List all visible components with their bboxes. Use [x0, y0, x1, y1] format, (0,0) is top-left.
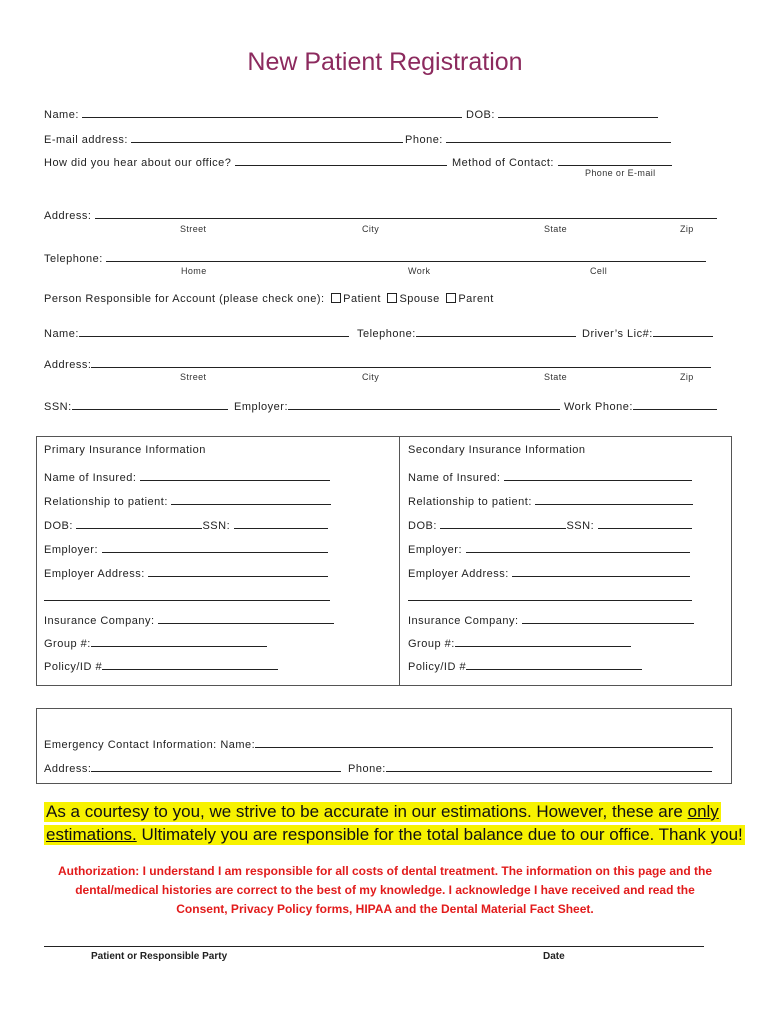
- patient-dob-field[interactable]: [498, 106, 658, 118]
- address-street-caption: Street: [180, 224, 207, 234]
- page-title: New Patient Registration: [247, 48, 523, 76]
- secondary-employer-address-row: [408, 565, 690, 580]
- responsible-address-field[interactable]: [91, 356, 711, 368]
- secondary-dob-label: DOB:: [408, 520, 437, 532]
- responsible-ssn-field[interactable]: [72, 398, 228, 410]
- secondary-employer-address-line2: [408, 589, 692, 604]
- authorization-line2: dental/medical histories are correct to the best of my knowledge. I acknowledge I have received and read the: [75, 883, 695, 897]
- secondary-group-row: [408, 635, 631, 650]
- secondary-insurance-company-row: [408, 612, 694, 627]
- patient-name-row: [44, 106, 462, 121]
- parent-checkbox[interactable]: [446, 293, 456, 303]
- patient-referral-label: How did you hear about our office?: [44, 157, 232, 169]
- patient-phone-field[interactable]: [446, 131, 671, 143]
- responsible-workphone-label: Work Phone:: [564, 401, 633, 413]
- telephone-work-caption: Work: [408, 266, 431, 276]
- secondary-policy-label: Policy/ID #: [408, 661, 467, 673]
- secondary-ssn-field[interactable]: [598, 517, 692, 529]
- primary-relationship-row: [44, 493, 331, 508]
- telephone-cell-caption: Cell: [590, 266, 608, 276]
- emergency-name-label: Name:: [220, 739, 256, 751]
- responsible-employer-row: [234, 398, 560, 413]
- primary-insurance-heading: Primary Insurance Information: [44, 444, 206, 456]
- patient-address-field[interactable]: [95, 207, 717, 219]
- responsible-address-row: [44, 356, 711, 371]
- primary-insurance-company-label: Insurance Company:: [44, 615, 155, 627]
- drivers-license-label: Driver’s Lic#:: [582, 328, 653, 340]
- secondary-insurance-heading: Secondary Insurance Information: [408, 444, 586, 456]
- primary-employer-field[interactable]: [102, 541, 328, 553]
- responsible-employer-field[interactable]: [288, 398, 560, 410]
- primary-relationship-field[interactable]: [171, 493, 331, 505]
- secondary-group-label: Group #:: [408, 638, 455, 650]
- secondary-name-insured-row: [408, 469, 692, 484]
- secondary-employer-label: Employer:: [408, 544, 463, 556]
- responsible-employer-label: Employer:: [234, 401, 289, 413]
- primary-insurance-company-row: [44, 612, 334, 627]
- primary-employer-address-field[interactable]: [148, 565, 328, 577]
- secondary-name-insured-label: Name of Insured:: [408, 472, 501, 484]
- signature-party-caption: Patient or Responsible Party: [91, 951, 228, 962]
- primary-name-insured-field[interactable]: [140, 469, 330, 481]
- parent-option-label: Parent: [458, 293, 494, 305]
- responsible-ssn-label: SSN:: [44, 401, 72, 413]
- emergency-phone-row: [348, 760, 712, 775]
- signature-date-caption: Date: [543, 951, 565, 962]
- patient-dob-row: [466, 106, 658, 121]
- patient-phone-label: Phone:: [405, 134, 443, 146]
- secondary-employer-address-field[interactable]: [512, 565, 690, 577]
- signature-line[interactable]: [44, 946, 704, 947]
- secondary-relationship-field[interactable]: [535, 493, 693, 505]
- secondary-policy-field[interactable]: [466, 658, 642, 670]
- responsible-prompt: Person Responsible for Account (please check one):: [44, 293, 325, 305]
- courtesy-text-1: As a courtesy to you, we strive to be accurate in our estimations. However, these are: [46, 802, 683, 821]
- responsible-workphone-field[interactable]: [633, 398, 717, 410]
- contact-method-row: [452, 154, 672, 169]
- secondary-insurance-company-field[interactable]: [522, 612, 694, 624]
- primary-employer-address-field-2[interactable]: [44, 589, 330, 601]
- emergency-phone-label: Phone:: [348, 763, 386, 775]
- responsible-workphone-row: [564, 398, 717, 413]
- patient-telephone-field[interactable]: [106, 250, 706, 262]
- drivers-license-row: [582, 325, 713, 340]
- patient-address-row: [44, 207, 717, 222]
- resp-address-city-caption: City: [362, 372, 380, 382]
- authorization-line1: Authorization: I understand I am responsible for all costs of dental treatment. The information on this page and the: [57, 864, 713, 878]
- primary-group-label: Group #:: [44, 638, 91, 650]
- responsible-name-field[interactable]: [79, 325, 349, 337]
- primary-employer-address-label: Employer Address:: [44, 568, 145, 580]
- secondary-relationship-label: Relationship to patient:: [408, 496, 532, 508]
- emergency-phone-field[interactable]: [386, 760, 712, 772]
- patient-dob-label: DOB:: [466, 109, 495, 121]
- emergency-name-row: [44, 736, 713, 751]
- drivers-license-field[interactable]: [653, 325, 713, 337]
- patient-checkbox[interactable]: [331, 293, 341, 303]
- address-state-caption: State: [544, 224, 568, 234]
- secondary-employer-row: [408, 541, 690, 556]
- patient-name-label: Name:: [44, 109, 79, 121]
- patient-address-label: Address:: [44, 210, 92, 222]
- patient-email-row: [44, 131, 403, 146]
- secondary-group-field[interactable]: [455, 635, 631, 647]
- resp-address-zip-caption: Zip: [680, 372, 694, 382]
- emergency-address-label: Address:: [44, 763, 92, 775]
- primary-insurance-company-field[interactable]: [158, 612, 334, 624]
- secondary-dob-field[interactable]: [440, 517, 566, 529]
- primary-group-row: [44, 635, 267, 650]
- primary-group-field[interactable]: [91, 635, 267, 647]
- emergency-contact-label: Emergency Contact Information:: [44, 739, 217, 751]
- courtesy-notice-line1: [44, 802, 721, 822]
- primary-employer-address-row: [44, 565, 328, 580]
- responsible-telephone-field[interactable]: [416, 325, 576, 337]
- secondary-employer-address-label: Employer Address:: [408, 568, 509, 580]
- responsible-name-label: Name:: [44, 328, 79, 340]
- courtesy-text-2: Ultimately you are responsible for the total balance due to our office. Thank you!: [141, 825, 743, 844]
- patient-email-label: E-mail address:: [44, 134, 128, 146]
- primary-name-insured-row: [44, 469, 330, 484]
- secondary-relationship-row: [408, 493, 693, 508]
- patient-name-field[interactable]: [82, 106, 462, 118]
- patient-telephone-row: [44, 250, 706, 265]
- patient-email-field[interactable]: [131, 131, 403, 143]
- primary-employer-label: Employer:: [44, 544, 99, 556]
- primary-policy-row: [44, 658, 278, 673]
- primary-dob-field[interactable]: [76, 517, 202, 529]
- responsible-telephone-label: Telephone:: [357, 328, 416, 340]
- responsible-ssn-row: [44, 398, 228, 413]
- courtesy-notice-line2: [44, 825, 745, 845]
- primary-employer-address-line2: [44, 589, 330, 604]
- emergency-name-field[interactable]: [255, 736, 713, 748]
- primary-policy-label: Policy/ID #: [44, 661, 103, 673]
- patient-option-label: Patient: [343, 293, 381, 305]
- spouse-option-label: Spouse: [399, 293, 440, 305]
- authorization-line3: Consent, Privacy Policy forms, HIPAA and the Dental Material Fact Sheet.: [176, 902, 594, 916]
- responsible-name-row: [44, 325, 349, 340]
- patient-phone-row: [405, 131, 671, 146]
- responsible-address-label: Address:: [44, 359, 92, 371]
- patient-referral-field[interactable]: [235, 154, 447, 166]
- secondary-policy-row: [408, 658, 642, 673]
- courtesy-only: only: [687, 802, 719, 821]
- contact-method-field[interactable]: [558, 154, 672, 166]
- secondary-employer-field[interactable]: [466, 541, 690, 553]
- secondary-insurance-company-label: Insurance Company:: [408, 615, 519, 627]
- resp-address-state-caption: State: [544, 372, 568, 382]
- primary-name-insured-label: Name of Insured:: [44, 472, 137, 484]
- address-city-caption: City: [362, 224, 380, 234]
- emergency-address-field[interactable]: [91, 760, 341, 772]
- address-zip-caption: Zip: [680, 224, 694, 234]
- courtesy-estimations: estimations.: [46, 825, 137, 844]
- primary-policy-field[interactable]: [102, 658, 278, 670]
- primary-ssn-field[interactable]: [234, 517, 328, 529]
- secondary-employer-address-field-2[interactable]: [408, 589, 692, 601]
- telephone-home-caption: Home: [181, 266, 207, 276]
- primary-relationship-label: Relationship to patient:: [44, 496, 168, 508]
- responsible-telephone-row: [357, 325, 576, 340]
- secondary-name-insured-field[interactable]: [504, 469, 692, 481]
- primary-dob-ssn-row: [44, 517, 328, 532]
- spouse-checkbox[interactable]: [387, 293, 397, 303]
- secondary-ssn-label: SSN:: [566, 520, 595, 532]
- patient-telephone-label: Telephone:: [44, 253, 103, 265]
- primary-dob-label: DOB:: [44, 520, 73, 532]
- patient-referral-row: [44, 154, 447, 169]
- primary-ssn-label: SSN:: [202, 520, 231, 532]
- primary-employer-row: [44, 541, 328, 556]
- contact-method-hint: Phone or E-mail: [585, 168, 656, 178]
- emergency-address-row: [44, 760, 341, 775]
- resp-address-street-caption: Street: [180, 372, 207, 382]
- contact-method-label: Method of Contact:: [452, 157, 554, 169]
- responsible-party-row: [44, 293, 494, 305]
- secondary-dob-ssn-row: [408, 517, 692, 532]
